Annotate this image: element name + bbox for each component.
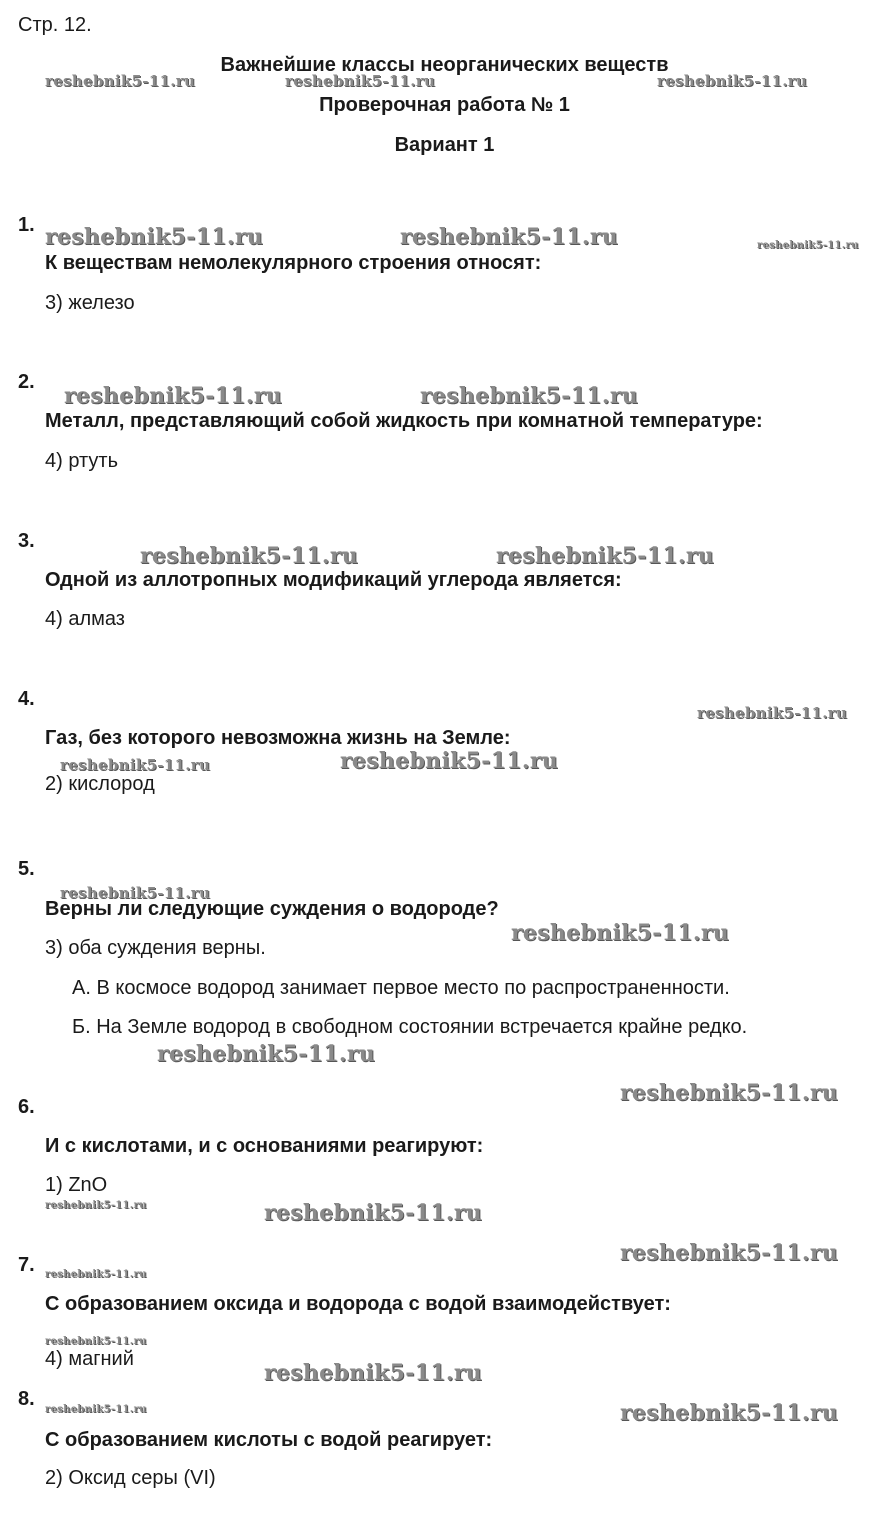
answer-text: 2) Оксид серы (VI) bbox=[45, 1467, 216, 1489]
question-number: 4. bbox=[18, 688, 35, 710]
watermark: reshebnik5-11.ru bbox=[657, 72, 808, 90]
question-text: К веществам немолекулярного строения относят: bbox=[45, 252, 542, 274]
variant-title: Вариант 1 bbox=[394, 134, 495, 156]
answer-text: 4) ртуть bbox=[45, 450, 118, 472]
question-text: Газ, без которого невозможна жизнь на Земле: bbox=[45, 727, 511, 749]
watermark: reshebnik5-11.ru bbox=[400, 224, 619, 250]
watermark: reshebnik5-11.ru bbox=[340, 748, 559, 774]
watermark: reshebnik5-11.ru bbox=[45, 1200, 147, 1211]
work-title: Проверочная работа № 1 bbox=[319, 94, 570, 116]
section-title: Важнейшие классы неорганических веществ bbox=[220, 54, 669, 76]
statement-a: А. В космосе водород занимает первое место по распространенности. bbox=[72, 977, 730, 999]
watermark: reshebnik5-11.ru bbox=[45, 1269, 147, 1280]
answer-text: 1) ZnO bbox=[45, 1174, 108, 1196]
question-text: Одной из аллотропных модификаций углерода является: bbox=[45, 569, 622, 591]
watermark: reshebnik5-11.ru bbox=[697, 704, 848, 722]
question-text: Металл, представляющий собой жидкость при комнатной температуре: bbox=[45, 410, 763, 432]
watermark: reshebnik5-11.ru bbox=[140, 543, 359, 569]
watermark: reshebnik5-11.ru bbox=[511, 920, 730, 946]
question-number: 3. bbox=[18, 530, 35, 552]
question-number: 5. bbox=[18, 858, 35, 880]
question-text: Верны ли следующие суждения о водороде? bbox=[45, 898, 499, 920]
watermark: reshebnik5-11.ru bbox=[285, 72, 436, 90]
question-number: 8. bbox=[18, 1388, 35, 1410]
watermark: reshebnik5-11.ru bbox=[45, 1404, 147, 1415]
watermark: reshebnik5-11.ru bbox=[64, 383, 283, 409]
question-number: 1. bbox=[18, 214, 35, 236]
question-number: 2. bbox=[18, 371, 35, 393]
answer-text: 3) оба суждения верны. bbox=[45, 937, 266, 959]
answer-text: 4) алмаз bbox=[45, 608, 125, 630]
watermark: reshebnik5-11.ru bbox=[620, 1240, 839, 1266]
watermark: reshebnik5-11.ru bbox=[620, 1080, 839, 1106]
question-text: С образованием кислоты с водой реагирует: bbox=[45, 1429, 493, 1451]
watermark: reshebnik5-11.ru bbox=[45, 72, 196, 90]
watermark: reshebnik5-11.ru bbox=[264, 1200, 483, 1226]
watermark: reshebnik5-11.ru bbox=[60, 884, 211, 902]
answer-text: 4) магний bbox=[45, 1348, 134, 1370]
watermark: reshebnik5-11.ru bbox=[496, 543, 715, 569]
answer-text: 3) железо bbox=[45, 292, 135, 314]
question-number: 6. bbox=[18, 1096, 35, 1118]
watermark: reshebnik5-11.ru bbox=[620, 1400, 839, 1426]
watermark: reshebnik5-11.ru bbox=[264, 1360, 483, 1386]
statement-b: Б. На Земле водород в свободном состоянии встречается крайне редко. bbox=[72, 1016, 748, 1038]
page-label: Стр. 12. bbox=[18, 14, 92, 36]
watermark: reshebnik5-11.ru bbox=[420, 383, 639, 409]
watermark: reshebnik5-11.ru bbox=[157, 1041, 376, 1067]
watermark: reshebnik5-11.ru bbox=[60, 756, 211, 774]
watermark: reshebnik5-11.ru bbox=[757, 240, 859, 251]
watermark: reshebnik5-11.ru bbox=[45, 224, 264, 250]
question-text: И с кислотами, и с основаниями реагируют: bbox=[45, 1135, 484, 1157]
answer-text: 2) кислород bbox=[45, 773, 155, 795]
question-number: 7. bbox=[18, 1254, 35, 1276]
watermark: reshebnik5-11.ru bbox=[45, 1336, 147, 1347]
question-text: С образованием оксида и водорода с водой взаимодействует: bbox=[45, 1293, 671, 1315]
